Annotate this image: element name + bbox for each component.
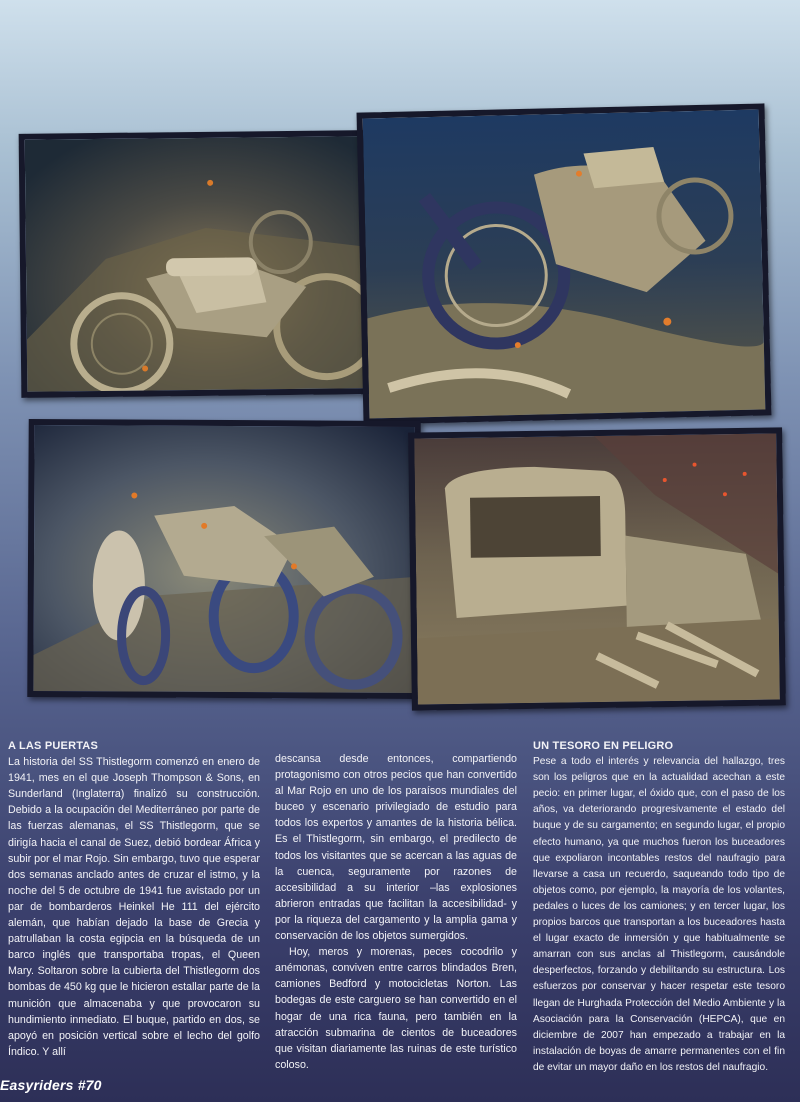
page-footer-magazine-issue: Easyriders #70: [0, 1077, 102, 1093]
photo-truck-wreck: [408, 427, 786, 710]
body-paragraph: Hoy, meros y morenas, peces cocodrilo y anémonas, conviven entre carros blindados Bren, camiones Bedford y motocicletas Norton. Las bodegas de este carguero se han convertido en el hogar de una rica fauna, pero también en la atracción submarina de cientos de buceadores que visitan diariamente las ruinas de este turístico coloso.: [275, 946, 517, 1071]
body-paragraph: La historia del SS Thistlegorm comenzó en enero de 1941, mes en el que Joseph Thompson & Sons, en Sunderland (Inglaterra) finalizó su construcción. Debido a la ocupación del Mediterráneo por parte de las fuerzas alemanas, el SS Thistlegorm, que se dirigía hacia el canal de Suez, debió bordear África y subir por el mar Rojo. Sin embargo, tuvo que esperar dos semanas anclado antes de cruzar el istmo, y la noche del 5 de octubre de 1941 fue avistado por un par de bombarderos Heinkel He 111 del ejército alemán, que habían dejado la base de Grecia y patrullaban la costa egipcia en la búsqueda de un barco inglés que transportaba tropas, el Queen Mary. Soltaron sobre la cubierta del Thistlegorm dos bombas de 450 kg que le hicieron estallar parte de la munición que almacenaba y que provocaron su hundimiento inmediato. El buque, partido en dos, se apoyó en posición vertical sobre el lecho del golfo Índico. Y allí: [8, 756, 260, 1058]
article-column-1: [8, 738, 260, 1060]
photo-motorcycles-row: [27, 419, 420, 699]
body-paragraph: descansa desde entonces, compartiendo protagonismo con otros pecios que han convertido al Mar Rojo en uno de los paraísos mundiales del buceo y escenario privilegiado de estudio para todos los expertos y amantes de la historia bélica. Es el Thistlegorm, sin embargo, el predilecto de todos los visitantes que se acercan a las aguas de la cuenca, seguramente por razones de accesibilidad a su interior –las explosiones abrieron entradas que facilitan la accesibilidad- y por la riqueza del cargamento y la amplia gama y conservación de los objetos sumergidos.: [275, 753, 517, 943]
photo-motorcycle-closeup: [357, 103, 772, 424]
section-heading-a-las-puertas: A LAS PUERTAS: [8, 740, 98, 752]
section-heading-un-tesoro-en-peligro: UN TESORO EN PELIGRO: [533, 740, 674, 752]
article-column-2: [275, 751, 517, 1073]
article-column-3: [533, 738, 785, 1076]
photo-motorcycles-hold-1: [19, 130, 370, 398]
body-paragraph: Pese a todo el interés y relevancia del hallazgo, tres son los peligros que en la actualidad acechan a este pecio: en primer lugar, el óxido que, con el paso de los años, va deteriorando progresivamente el estado del buque y de su cargamento; en segundo lugar, el propio efecto humano, ya que muchos fueron los buceadores que expoliaron incontables restos del naufragio para llevarse a casa un recuerdo, saqueando todo tipo de objetos como, por ejemplo, la mayoría de los volantes, pedales o luces de los camiones; y en tercer lugar, los propios barcos que transportan a los buceadores hasta el lugar exacto de inmersión y que habitualmente se amarran con sus anclas al Thistlegorm, causándole desperfectos, forzando y debilitando su estructura. Los esfuerzos por conservar y hacer respetar este tesoro llegan de Hurghada Protección del Medio Ambiente y la Asociación para la Conservación (HEPCA), que en diciembre de 2007 han empezado a trabajar en la instalación de boyas de amarre permanentes con el fin de evitar un mayor daño en los restos del naufragio.: [533, 756, 785, 1073]
